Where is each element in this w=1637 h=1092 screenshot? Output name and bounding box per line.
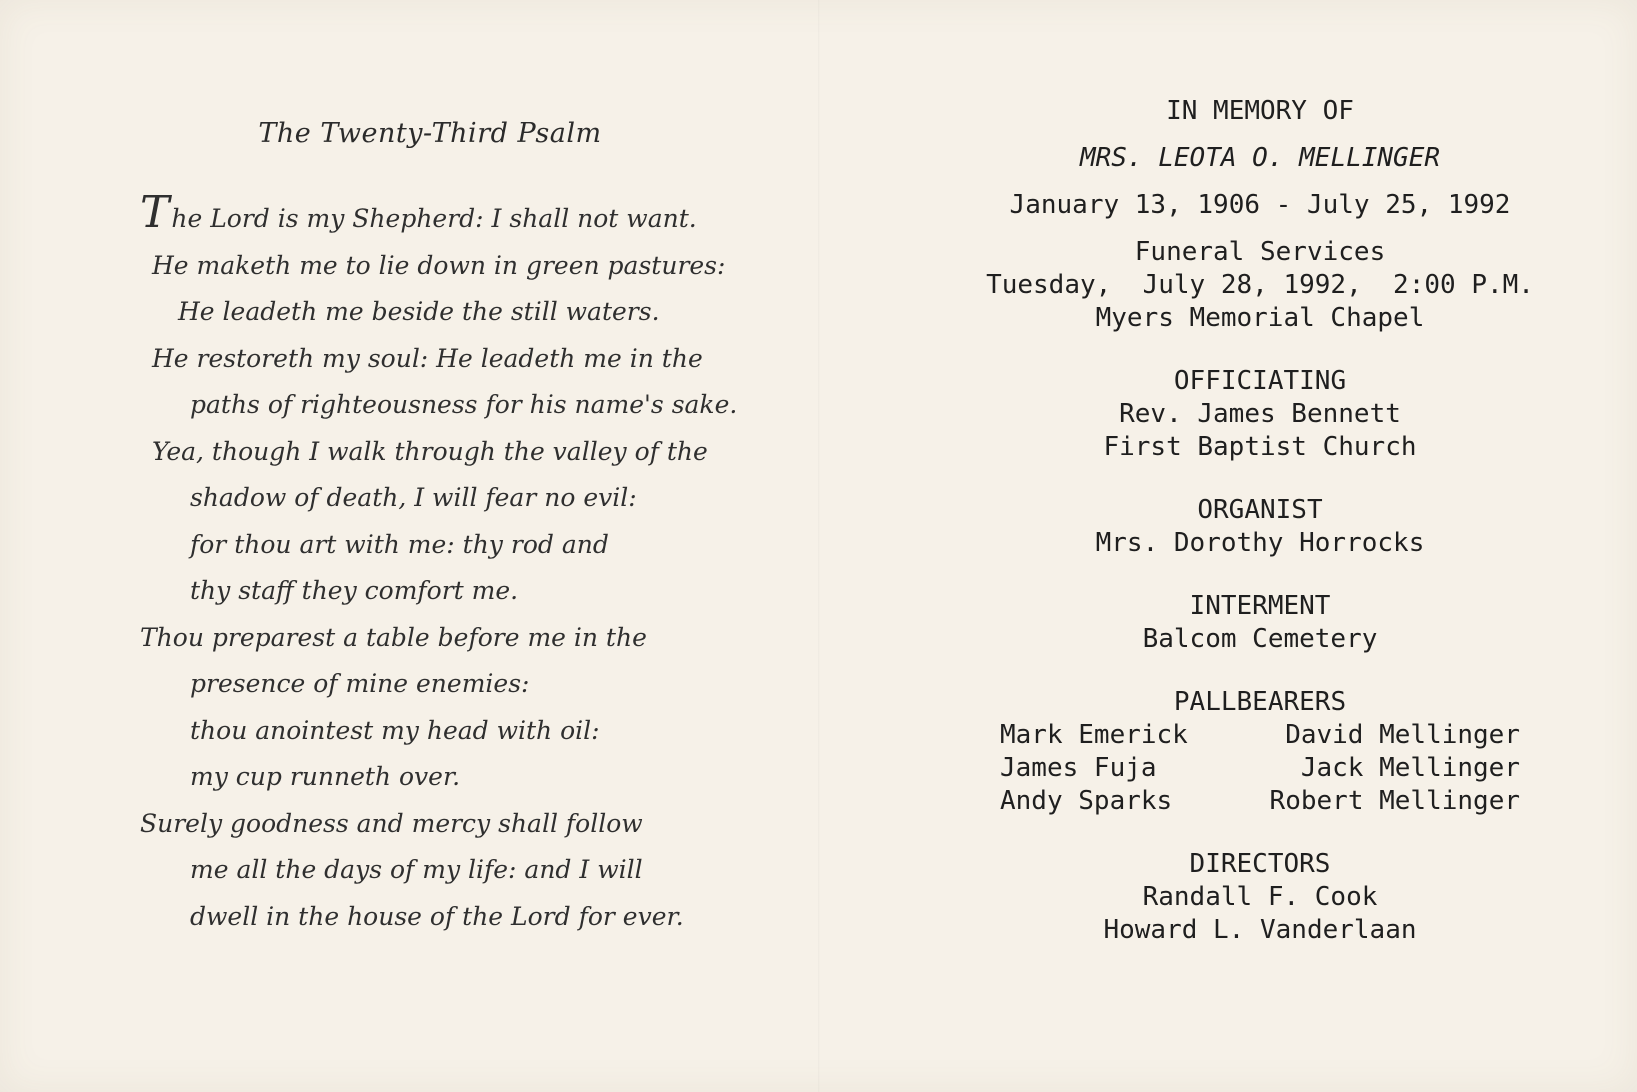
- funeral-location: Myers Memorial Chapel: [1095, 303, 1425, 333]
- interment-label: INTERMENT: [1189, 591, 1331, 621]
- psalm-line: He maketh me to lie down in green pastures:: [152, 250, 726, 280]
- psalm-text: [140, 187, 760, 940]
- psalm-line: me all the days of my life: and I will: [190, 855, 643, 884]
- psalm-line: thy staff they comfort me.: [190, 576, 519, 605]
- psalm-line: presence of mine enemies:: [190, 669, 530, 698]
- director-name: Howard L. Vanderlaan: [1103, 915, 1417, 945]
- life-dates: January 13, 1906 - July 25, 1992: [1009, 190, 1511, 220]
- funeral-datetime: Tuesday, July 28, 1992, 2:00 P.M.: [986, 270, 1534, 300]
- pallbearer-name: Mark Emerick: [1000, 720, 1188, 750]
- psalm-line: Thou preparest a table before me in the: [140, 622, 647, 652]
- pallbearers-row: [1000, 752, 1520, 785]
- pallbearer-name: Jack Mellinger: [1300, 753, 1520, 783]
- organist-label: ORGANIST: [1197, 495, 1323, 525]
- psalm-dropcap: T: [140, 187, 170, 238]
- officiating-label: OFFICIATING: [1173, 366, 1347, 396]
- organist-name: Mrs. Dorothy Horrocks: [1095, 528, 1425, 558]
- directors-label: DIRECTORS: [1189, 849, 1331, 879]
- psalm-line: Yea, though I walk through the valley of the: [152, 436, 708, 466]
- psalm-line: He leadeth me beside the still waters.: [178, 297, 660, 326]
- psalm-title: The Twenty-Third Psalm: [258, 118, 602, 149]
- memorial-heading: IN MEMORY OF: [1166, 96, 1354, 126]
- psalm-line: Surely goodness and mercy shall follow: [140, 808, 643, 838]
- psalm-line: The Lord is my Shepherd: I shall not want.: [140, 187, 697, 238]
- psalm-line: for thou art with me: thy rod and: [190, 529, 609, 559]
- card-fold: [818, 0, 820, 1092]
- funeral-label: Funeral Services: [1134, 237, 1386, 267]
- psalm-line: dwell in the house of the Lord for ever.: [190, 901, 684, 931]
- interment-place: Balcom Cemetery: [1142, 624, 1378, 654]
- pallbearer-name: James Fuja: [1000, 753, 1157, 783]
- psalm-line: He restoreth my soul: He leadeth me in the: [152, 343, 703, 373]
- psalm-line: paths of righteousness for his name's sake.: [190, 390, 738, 419]
- psalm-line: shadow of death, I will fear no evil:: [190, 483, 637, 512]
- pallbearers-row: [1000, 719, 1520, 752]
- psalm-line: my cup runneth over.: [190, 762, 461, 791]
- pallbearers-row: [1000, 785, 1520, 818]
- pallbearer-name: David Mellinger: [1285, 720, 1520, 750]
- psalm-line: thou anointest my head with oil:: [190, 715, 600, 745]
- officiant-church: First Baptist Church: [1103, 432, 1417, 462]
- deceased-name: MRS. LEOTA O. MELLINGER: [1079, 143, 1441, 173]
- director-name: Randall F. Cook: [1142, 882, 1378, 912]
- pallbearer-name: Robert Mellinger: [1269, 786, 1520, 816]
- officiant-name: Rev. James Bennett: [1119, 399, 1401, 429]
- pallbearers-label: PALLBEARERS: [1173, 687, 1347, 717]
- pallbearer-name: Andy Sparks: [1000, 786, 1173, 816]
- service-details: [900, 95, 1620, 947]
